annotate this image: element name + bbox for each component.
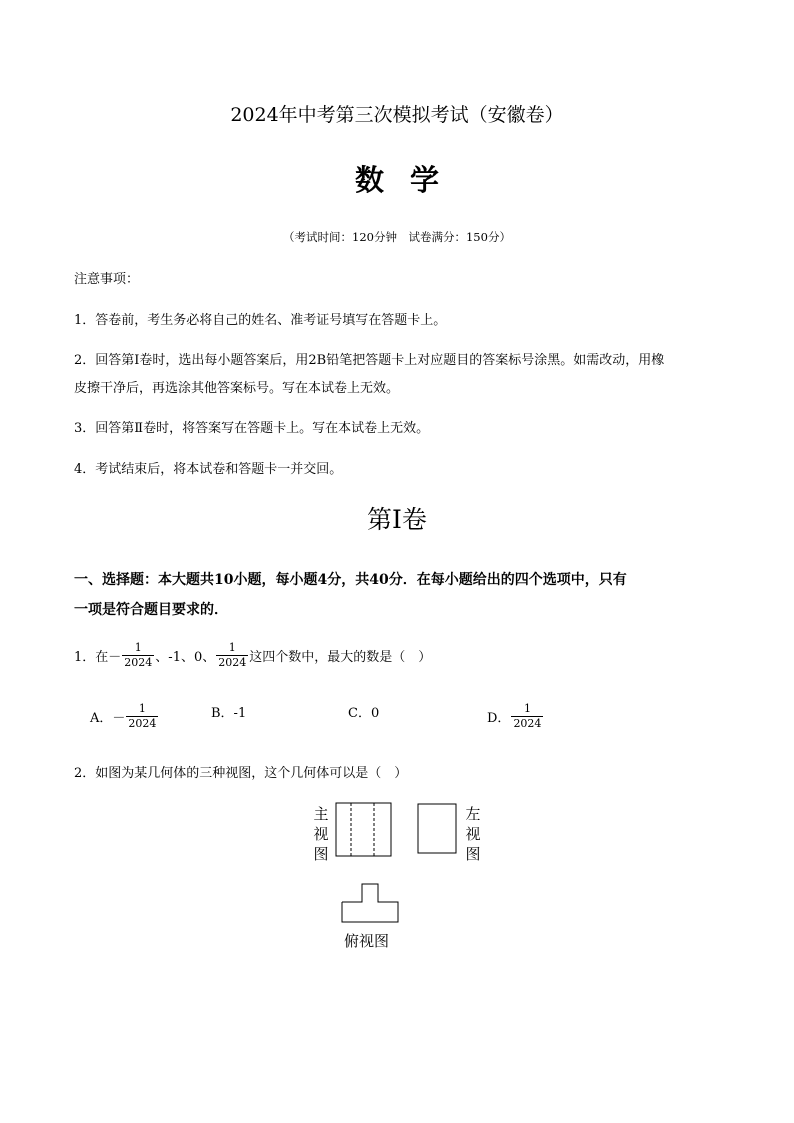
front-view: [336, 803, 391, 856]
option-a-label: A．: [90, 711, 113, 726]
q1-fraction-positive: [216, 641, 248, 670]
exam-title: 2024年中考第三次模拟考试（安徽卷）: [230, 104, 564, 126]
three-views-figure: [330, 795, 490, 930]
q1-neg-sign: －: [108, 650, 122, 665]
note-item-4: 4．考试结束后，将本试卷和答题卡一并交回。: [74, 462, 343, 477]
fraction-numerator: 1: [216, 641, 248, 656]
option-d-label: D．: [487, 711, 511, 726]
q1-option-b: B．-1: [211, 706, 247, 721]
q1-middle: 、-1、0、: [155, 650, 216, 665]
front-view-label: [312, 804, 330, 864]
notes-heading: 注意事项：: [74, 272, 140, 287]
exam-meta: （考试时间：120分钟 试卷满分：150分）: [283, 230, 511, 244]
option-a-fraction: [126, 702, 158, 731]
q1-suffix: 这四个数中，最大的数是（ ）: [249, 650, 432, 665]
fraction-numerator: 1: [511, 702, 543, 717]
note-item-2: 2．回答第Ⅰ卷时，选出每小题答案后，用2B铅笔把答题卡上对应题目的答案标号涂黑。如需改动，用橡: [74, 353, 665, 368]
section-title: 第Ⅰ卷: [367, 505, 427, 534]
question-1: [74, 641, 431, 670]
q1-option-c: C．0: [348, 706, 380, 721]
fraction-numerator: 1: [122, 641, 154, 656]
section-instruction-line1: 一、选择题：本大题共10小题，每小题4分，共40分．在每小题给出的四个选项中，只有: [74, 572, 627, 588]
subject-title: 数学: [354, 163, 465, 197]
note-item-2-cont: 皮擦干净后，再选涂其他答案标号。写在本试卷上无效。: [74, 381, 400, 396]
side-view: [418, 804, 456, 853]
q1-fraction-negative: [122, 641, 154, 670]
label-char: 图: [465, 845, 481, 863]
option-a-sign: －: [112, 711, 126, 726]
option-d-fraction: [511, 702, 543, 731]
question-2: 2．如图为某几何体的三种视图，这个几何体可以是（ ）: [74, 766, 408, 781]
fraction-denominator: 2024: [124, 656, 153, 669]
label-char: 视: [465, 825, 481, 843]
q1-option-d: [487, 702, 544, 731]
label-char: 图: [313, 845, 329, 863]
label-char: 视: [313, 825, 329, 843]
q1-option-a: [90, 702, 159, 731]
top-view: [342, 884, 398, 922]
fraction-denominator: 2024: [128, 717, 157, 730]
note-item-3: 3．回答第Ⅱ卷时，将答案写在答题卡上。写在本试卷上无效。: [74, 421, 430, 436]
note-item-1: 1．答卷前，考生务必将自己的姓名、准考证号填写在答题卡上。: [74, 313, 447, 328]
section-instruction-line2: 一项是符合题目要求的．: [74, 602, 228, 618]
fraction-denominator: 2024: [513, 717, 542, 730]
fraction-numerator: 1: [126, 702, 158, 717]
label-char: 主: [313, 805, 329, 823]
q1-prefix: 1．在: [74, 650, 109, 665]
label-char: 左: [465, 805, 481, 823]
top-view-label: 俯视图: [344, 932, 390, 950]
fraction-denominator: 2024: [218, 656, 247, 669]
